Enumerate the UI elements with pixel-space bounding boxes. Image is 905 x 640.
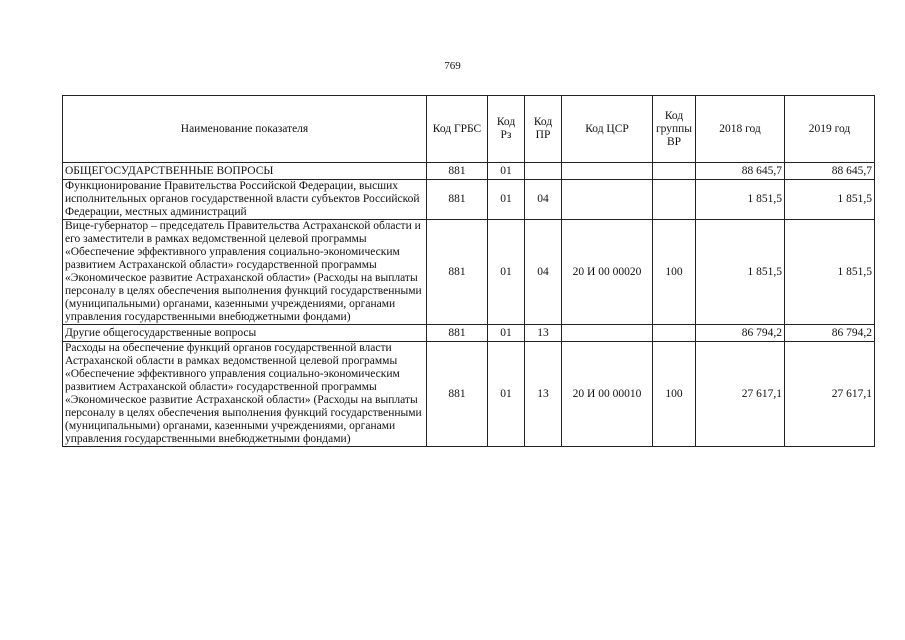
row-2018: 88 645,7 — [696, 163, 785, 180]
row-csr: 20 И 00 00020 — [562, 220, 653, 325]
row-name: Вице-губернатор – председатель Правительства Астраханской области и его заместители в рамках ведомственной целевой программы «Обеспечение эффективного управления социально-экономическим развитием Астраханской области» государственной программы «Экономическое развитие Астраханской области» (Расходы на выплаты персоналу в целях обеспечения выполнения функций государственными (муниципальными) органами, казенными учреждениями, органами управления государственными внебюджетными фондами) — [63, 220, 427, 325]
row-name: Расходы на обеспечение функций органов государственной власти Астраханской области в рамках ведомственной целевой программы «Обеспечение эффективного управления социально-экономическим развитием Астраханской области» государственной программы «Экономическое развитие Астраханской области» (Расходы на выплаты персоналу в целях обеспечения выполнения функций государственными (муниципальными) органами, казенными учреждениями, органами управления государственными внебюджетными фондами) — [63, 342, 427, 447]
row-csr — [562, 180, 653, 220]
page-number: 769 — [444, 60, 461, 72]
column-header-pr: Код ПР — [525, 96, 562, 163]
table-header-row — [63, 96, 875, 163]
row-grbs: 881 — [427, 342, 488, 447]
row-csr: 20 И 00 00010 — [562, 342, 653, 447]
row-vr: 100 — [653, 220, 696, 325]
row-grbs: 881 — [427, 220, 488, 325]
row-rz: 01 — [488, 163, 525, 180]
row-2019: 1 851,5 — [785, 180, 875, 220]
column-header-rz: Код Рз — [488, 96, 525, 163]
row-pr: 04 — [525, 220, 562, 325]
row-pr — [525, 163, 562, 180]
row-vr — [653, 325, 696, 342]
table-row — [63, 180, 875, 220]
row-pr: 04 — [525, 180, 562, 220]
row-2018: 86 794,2 — [696, 325, 785, 342]
table-row — [63, 220, 875, 325]
column-header-vr: Код группы ВР — [653, 96, 696, 163]
row-2019: 27 617,1 — [785, 342, 875, 447]
row-rz: 01 — [488, 325, 525, 342]
row-2019: 88 645,7 — [785, 163, 875, 180]
row-2019: 1 851,5 — [785, 220, 875, 325]
row-grbs: 881 — [427, 325, 488, 342]
row-pr: 13 — [525, 342, 562, 447]
row-grbs: 881 — [427, 180, 488, 220]
row-vr: 100 — [653, 342, 696, 447]
column-header-grbs: Код ГРБС — [427, 96, 488, 163]
row-name: ОБЩЕГОСУДАРСТВЕННЫЕ ВОПРОСЫ — [63, 163, 427, 180]
column-header-name: Наименование показателя — [63, 96, 427, 163]
table-row — [63, 163, 875, 180]
column-header-csr: Код ЦСР — [562, 96, 653, 163]
row-csr — [562, 163, 653, 180]
row-rz: 01 — [488, 220, 525, 325]
table-row — [63, 342, 875, 447]
budget-table — [62, 95, 875, 447]
column-header-2018: 2018 год — [696, 96, 785, 163]
row-rz: 01 — [488, 342, 525, 447]
row-vr — [653, 180, 696, 220]
row-pr: 13 — [525, 325, 562, 342]
row-grbs: 881 — [427, 163, 488, 180]
row-csr — [562, 325, 653, 342]
table-row — [63, 325, 875, 342]
row-rz: 01 — [488, 180, 525, 220]
row-2018: 1 851,5 — [696, 220, 785, 325]
row-name: Другие общегосударственные вопросы — [63, 325, 427, 342]
row-2018: 1 851,5 — [696, 180, 785, 220]
row-name: Функционирование Правительства Российской Федерации, высших исполнительных органов государственной власти субъектов Российской Федерации, местных администраций — [63, 180, 427, 220]
column-header-2019: 2019 год — [785, 96, 875, 163]
row-2018: 27 617,1 — [696, 342, 785, 447]
row-vr — [653, 163, 696, 180]
row-2019: 86 794,2 — [785, 325, 875, 342]
